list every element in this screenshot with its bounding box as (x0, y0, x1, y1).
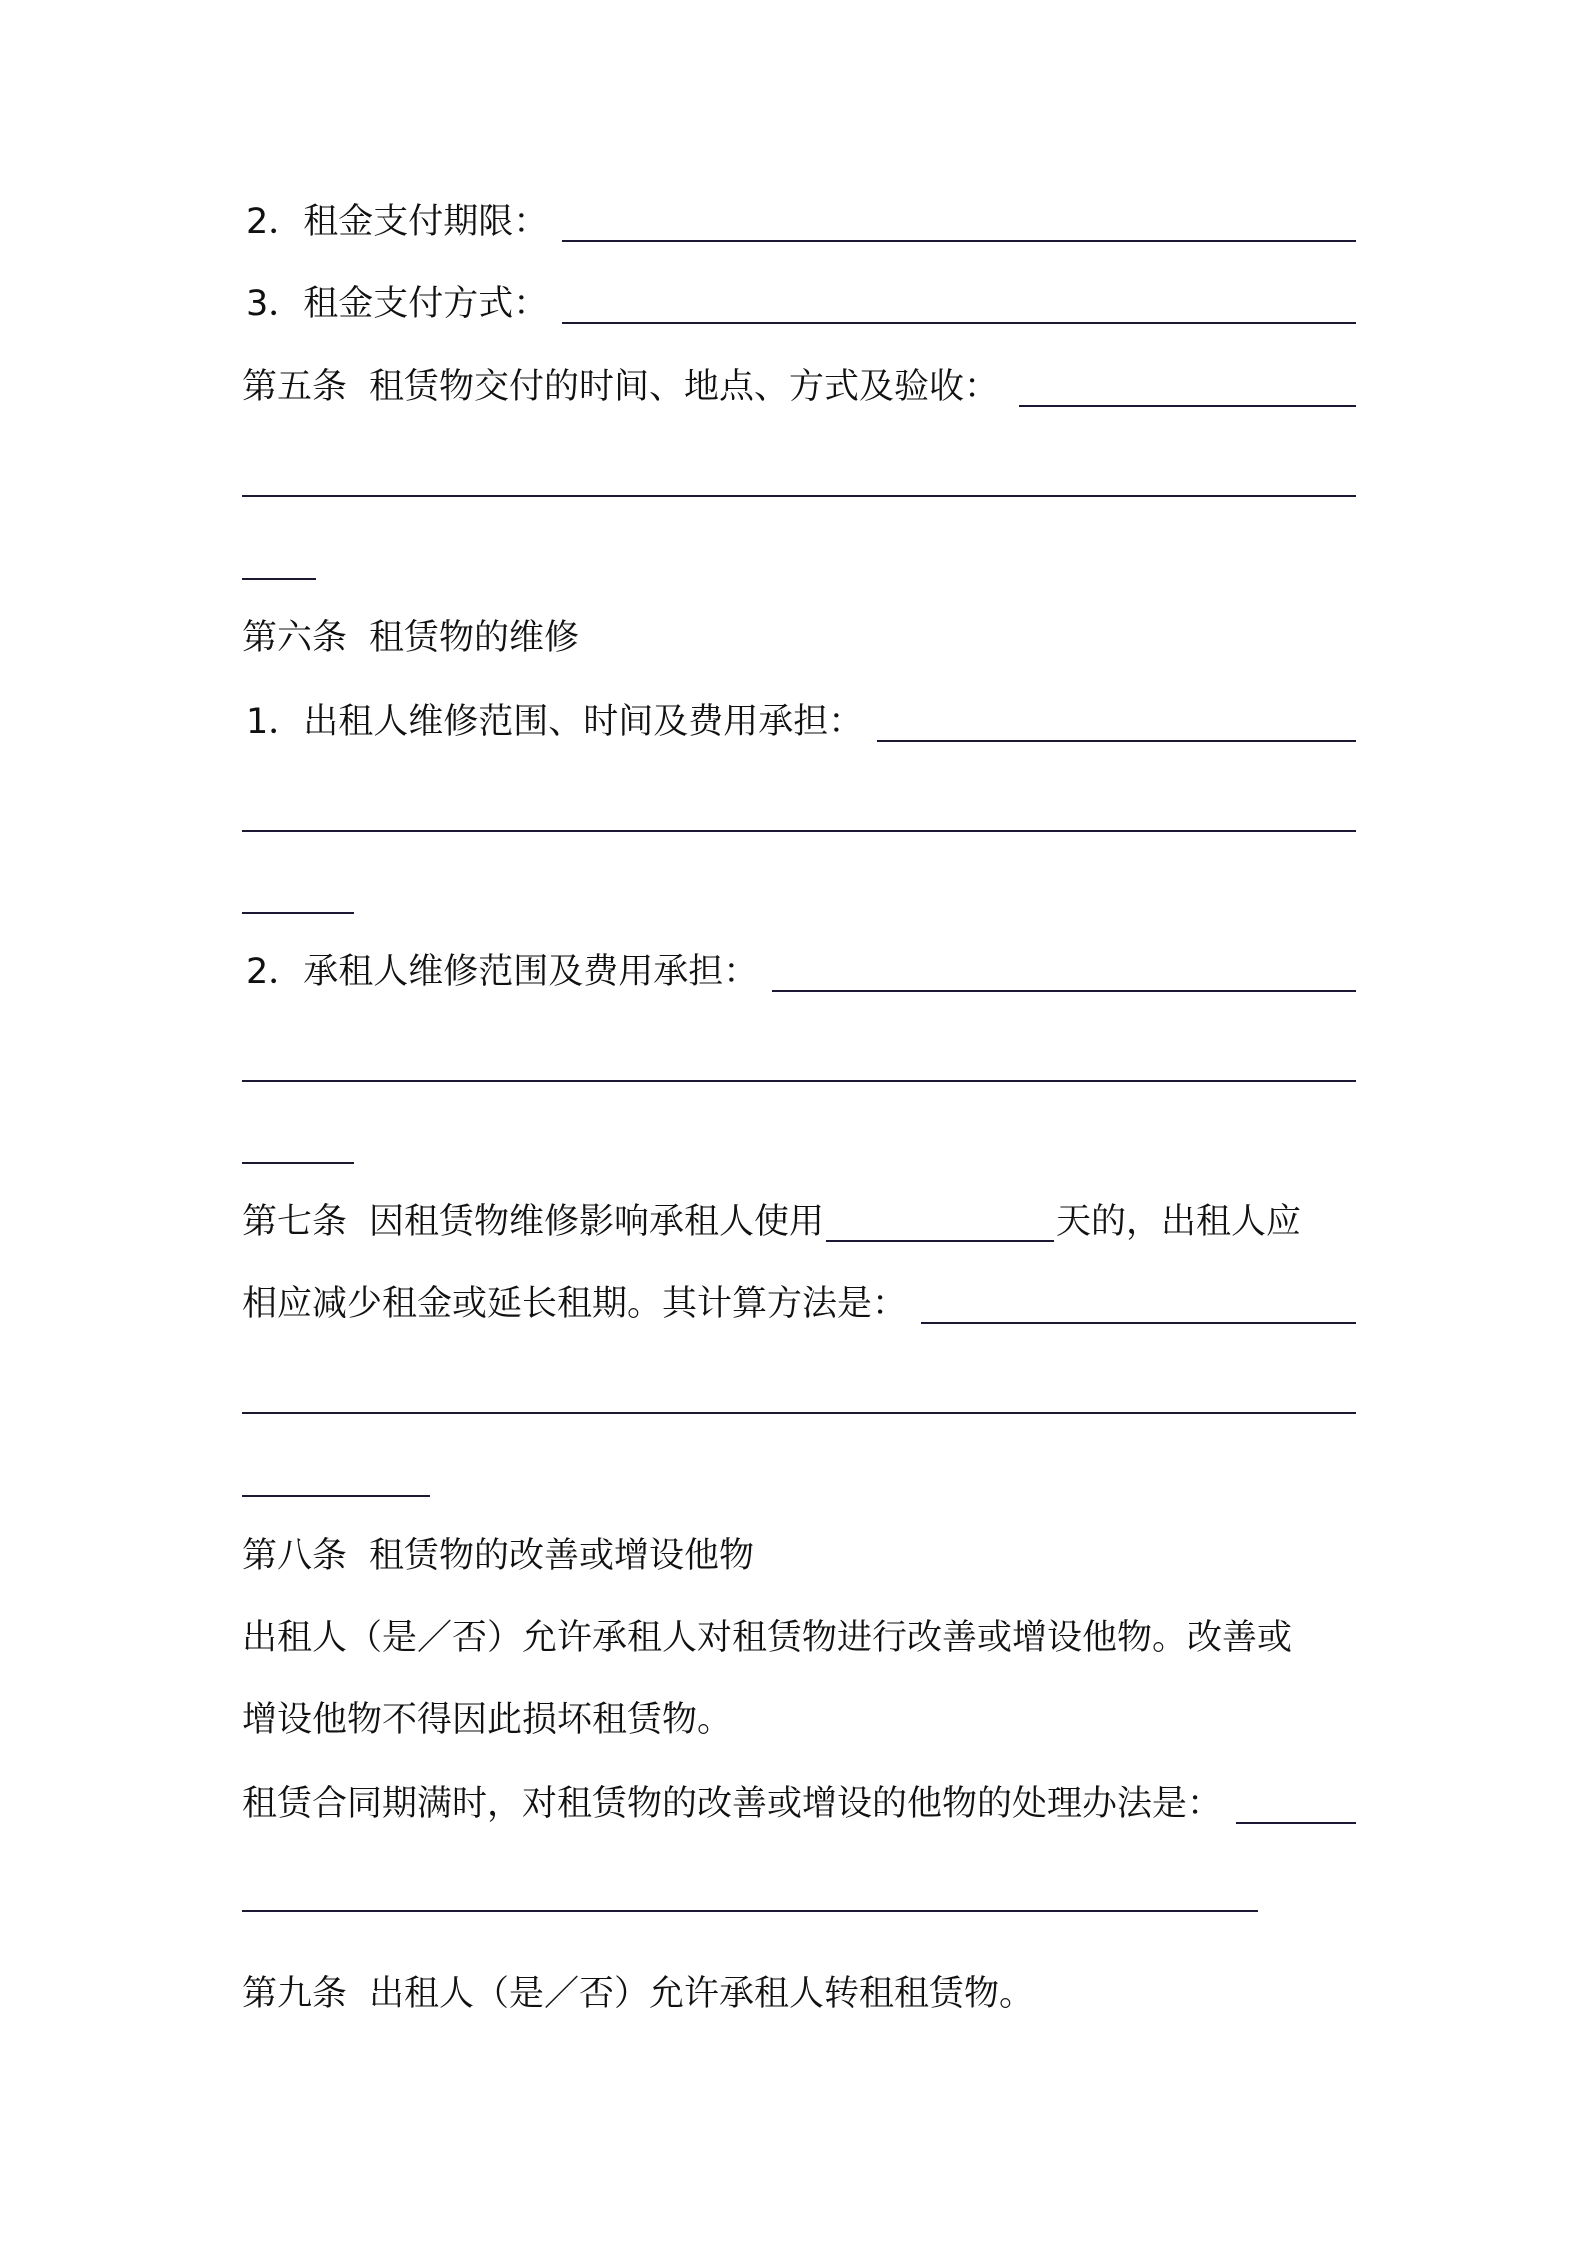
article-9-text: 出租人（是／否）允许承租人转租租赁物。 (369, 1974, 1035, 2014)
article-7-continuation-end (242, 1445, 1356, 1505)
article-6-item-1-continuation (242, 780, 1356, 840)
article-5-blank[interactable] (1019, 405, 1356, 407)
rent-method-line (242, 272, 1356, 332)
rent-deadline-blank[interactable] (562, 240, 1356, 242)
article-5-continuation (242, 445, 1356, 505)
article-9-number: 第九条 (242, 1974, 348, 2014)
article-5-line (242, 355, 1356, 415)
article-5-blank-3[interactable] (242, 578, 316, 580)
article-6-item-2-blank[interactable] (772, 990, 1356, 992)
article-6-number: 第六条 (242, 618, 348, 658)
article-8-para-3 (242, 1772, 1356, 1832)
article-8-para-3-text: 租赁合同期满时，对租赁物的改善或增设的他物的处理办法是： (242, 1784, 1223, 1824)
article-7-continuation (242, 1362, 1356, 1422)
article-8-para-1 (242, 1606, 1356, 1666)
article-6-item-1-blank[interactable] (877, 740, 1356, 742)
article-5-number: 第五条 (242, 367, 348, 407)
article-6-item-2-blank-3[interactable] (242, 1162, 354, 1164)
article-7-text-a: 因租赁物维修影响承租人使用 (369, 1202, 825, 1242)
article-6-item-2-continuation-end (242, 1112, 1356, 1172)
article-5-text: 租赁物交付的时间、地点、方式及验收： (369, 367, 1000, 407)
article-8-disposal-blank[interactable] (1236, 1822, 1356, 1824)
article-8-text: 租赁物的改善或增设他物 (369, 1536, 755, 1576)
article-7-line-2 (242, 1272, 1356, 1332)
rent-deadline-label: 2．租金支付期限： (246, 202, 549, 242)
article-6-item-1-blank-3[interactable] (242, 912, 354, 914)
article-6-item-1-line (242, 690, 1356, 750)
article-9-line (242, 1962, 1356, 2022)
article-7-method-blank-2[interactable] (242, 1412, 1356, 1414)
article-6-text: 租赁物的维修 (369, 618, 580, 658)
article-6-item-2-blank-2[interactable] (242, 1080, 1356, 1082)
rent-method-label: 3．租金支付方式： (246, 284, 549, 324)
article-6-item-2-continuation (242, 1030, 1356, 1090)
rent-deadline-line (242, 190, 1356, 250)
article-6-line (242, 606, 1356, 666)
article-7-days-blank[interactable] (826, 1240, 1054, 1242)
article-8-line (242, 1524, 1356, 1584)
article-7-method-blank[interactable] (921, 1322, 1356, 1324)
rent-method-blank[interactable] (562, 322, 1356, 324)
article-6-item-1-continuation-end (242, 862, 1356, 922)
article-8-para-2-text: 增设他物不得因此损坏租赁物。 (242, 1700, 733, 1740)
article-6-item-1-blank-2[interactable] (242, 830, 1356, 832)
article-5-continuation-end (242, 528, 1356, 588)
article-7-text-c: 相应减少租金或延长租期。其计算方法是： (242, 1284, 908, 1324)
article-8-number: 第八条 (242, 1536, 348, 1576)
article-7-line (242, 1190, 1356, 1250)
article-8-disposal-blank-2[interactable] (242, 1910, 1258, 1912)
article-7-method-blank-3[interactable] (242, 1495, 430, 1497)
article-7-number: 第七条 (242, 1202, 348, 1242)
article-8-para-2 (242, 1688, 1356, 1748)
article-7-text-b: 天的，出租人应 (1056, 1202, 1302, 1242)
article-6-item-1-label: 1．出租人维修范围、时间及费用承担： (246, 702, 864, 742)
article-6-item-2-line (242, 940, 1356, 1000)
article-8-para-1-text: 出租人（是／否）允许承租人对租赁物进行改善或增设他物。改善或 (242, 1618, 1293, 1658)
article-8-continuation (242, 1860, 1356, 1920)
article-6-item-2-label: 2．承租人维修范围及费用承担： (246, 952, 759, 992)
article-5-blank-2[interactable] (242, 495, 1356, 497)
